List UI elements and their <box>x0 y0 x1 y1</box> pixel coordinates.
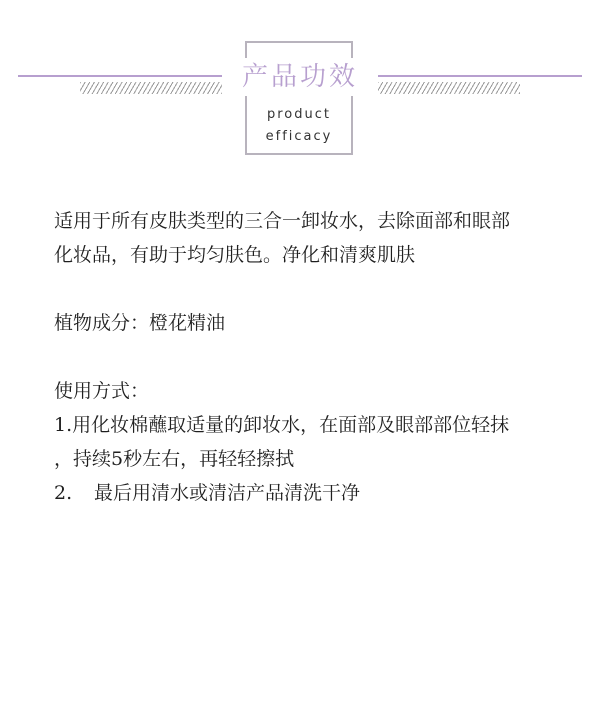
section-header <box>0 0 600 170</box>
section-title-chinese: 产品功效 <box>222 58 378 96</box>
header-hatch-right <box>373 82 520 94</box>
header-line-left <box>18 75 225 77</box>
header-hatch-left <box>80 82 227 94</box>
usage-step-1-line-1: 1.用化妆棉蘸取适量的卸妆水，在面部及眼部部位轻抹 <box>54 414 510 436</box>
usage-step-2-text: 最后用清水或清洁产品清洗干净 <box>94 482 361 504</box>
ingredients-text: 植物成分：橙花精油 <box>54 312 226 334</box>
product-description <box>54 204 574 510</box>
usage-step-2-number: 2. <box>54 482 73 504</box>
section-title-english-line2: efficacy <box>265 129 333 144</box>
intro-line-1: 适用于所有皮肤类型的三合一卸妆水，去除面部和眼部 <box>54 210 511 232</box>
paragraph-spacer <box>54 272 574 306</box>
intro-line-2: 化妆品，有助于均匀肤色。净化和清爽肌肤 <box>54 244 416 266</box>
section-title-english-line1: product <box>266 107 331 122</box>
usage-step-2 <box>54 476 574 510</box>
section-title-english <box>247 104 351 148</box>
usage-title: 使用方式： <box>54 380 150 402</box>
header-line-right <box>375 75 582 77</box>
usage-step-1-line-2: ，持续5秒左右，再轻轻擦拭 <box>54 448 295 470</box>
paragraph-spacer <box>54 340 574 374</box>
